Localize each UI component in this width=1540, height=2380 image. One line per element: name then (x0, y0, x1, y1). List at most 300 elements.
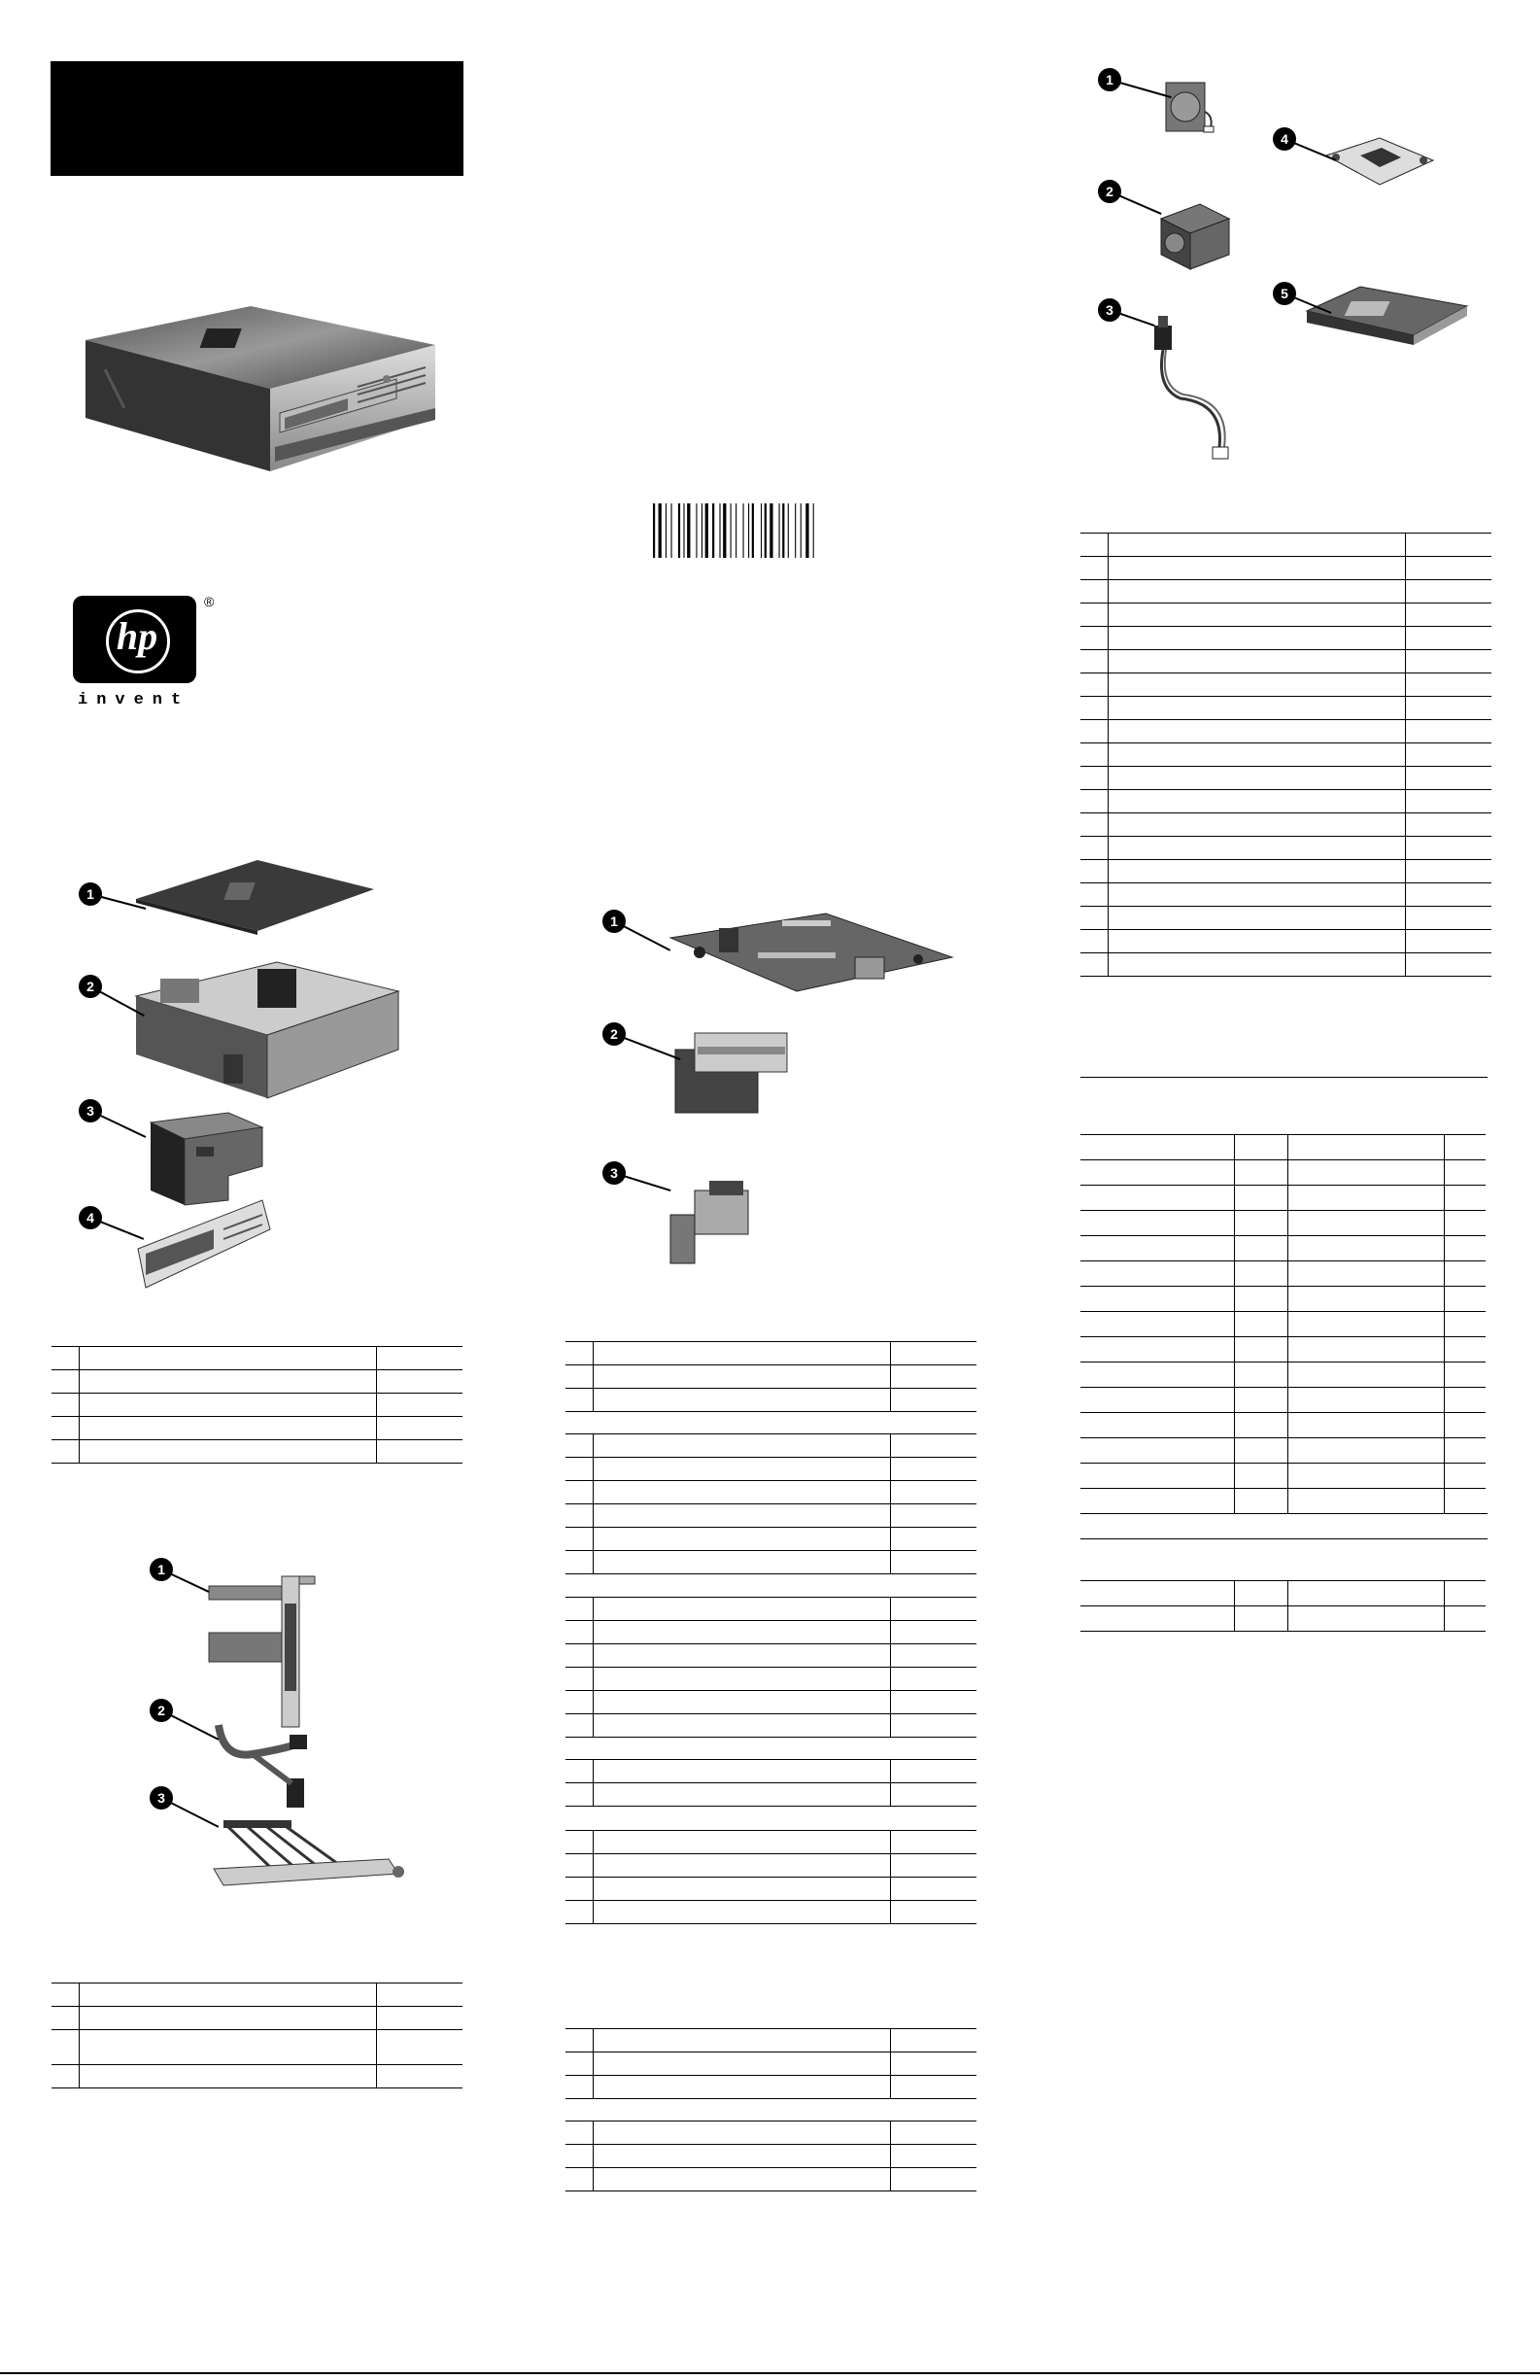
table-cell (1109, 883, 1406, 907)
table-cell (1080, 1362, 1235, 1388)
table-cell (1080, 1438, 1235, 1464)
callout-cards-1: 1 (150, 1558, 173, 1581)
table-cell (594, 1504, 891, 1528)
table-cell (594, 2076, 891, 2099)
title-block (51, 61, 463, 176)
table-cell (565, 1458, 594, 1481)
table-row (565, 1504, 976, 1528)
table-cell (594, 1644, 891, 1668)
table-cell (1080, 650, 1109, 673)
boards-parts-table-7 (565, 2121, 976, 2191)
table-cell (1235, 1581, 1288, 1606)
table-cell (1288, 1388, 1445, 1413)
table-cell (891, 1458, 977, 1481)
table-row (565, 1691, 976, 1714)
fan (1161, 73, 1229, 141)
table-cell (1080, 1160, 1235, 1186)
table-cell (51, 1347, 80, 1370)
table-cell (565, 1783, 594, 1807)
table-row (565, 1878, 976, 1901)
table-cell (565, 1342, 594, 1365)
table-cell (1445, 1236, 1487, 1261)
table-cell (1288, 1489, 1445, 1514)
table-cell (1080, 720, 1109, 743)
table-cell (1109, 813, 1406, 837)
table-cell (1235, 1413, 1288, 1438)
table-cell (51, 1394, 80, 1417)
table-cell (1445, 1287, 1487, 1312)
table-row (1080, 953, 1491, 977)
table-cell (377, 1347, 463, 1370)
cpu-retainer (1321, 136, 1438, 199)
table-row (1080, 1160, 1486, 1186)
table-row (1080, 697, 1491, 720)
table-cell (51, 2065, 80, 2088)
table-cell (1109, 860, 1406, 883)
table-cell (80, 1983, 377, 2007)
table-cell (565, 1434, 594, 1458)
table-cell (1235, 1362, 1288, 1388)
table-cell (1080, 673, 1109, 697)
table-row (51, 2030, 462, 2065)
table-row (1080, 1261, 1486, 1287)
table-row (51, 1394, 462, 1417)
table-cell (891, 1901, 977, 1924)
table-cell (1235, 1388, 1288, 1413)
table-row (1080, 720, 1491, 743)
table-cell (891, 1504, 977, 1528)
table-cell (377, 2030, 463, 2065)
table-row (565, 2052, 976, 2076)
table-row (1080, 1211, 1486, 1236)
table-cell (891, 1854, 977, 1878)
boards-parts-table-2 (565, 1433, 976, 1574)
table-cell (1080, 907, 1109, 930)
table-row (565, 1551, 976, 1574)
table-cell (891, 1831, 977, 1854)
table-cell (565, 1481, 594, 1504)
table-cell (51, 1440, 80, 1464)
table-cell (565, 1644, 594, 1668)
table-cell (80, 1347, 377, 1370)
callout-boards-1: 1 (602, 910, 626, 933)
barcode (653, 503, 852, 558)
table-cell (1080, 813, 1109, 837)
table-cell (891, 1691, 977, 1714)
table-cell (565, 1668, 594, 1691)
table-cell (1406, 534, 1492, 557)
heatsink (1151, 199, 1234, 275)
table-cell (565, 1551, 594, 1574)
table-cell (1406, 650, 1492, 673)
table-row (1080, 650, 1491, 673)
table-cell (1080, 883, 1109, 907)
table-cell (1080, 837, 1109, 860)
table-cell (1445, 1211, 1487, 1236)
callout-thermal-3: 3 (1098, 298, 1121, 322)
table-cell (565, 1878, 594, 1901)
table-row (1080, 604, 1491, 627)
table-cell (1288, 1362, 1445, 1388)
callout-cards-2: 2 (150, 1699, 173, 1722)
table-row (565, 1714, 976, 1738)
table-row (1080, 1135, 1486, 1160)
callout-thermal-4: 4 (1273, 127, 1296, 151)
table-cell (1109, 767, 1406, 790)
table-cell (1288, 1438, 1445, 1464)
table-cell (565, 2052, 594, 2076)
table-row (1080, 860, 1491, 883)
table-cell (1080, 930, 1109, 953)
table-cell (1445, 1362, 1487, 1388)
table-row (1080, 673, 1491, 697)
table-cell (1288, 1186, 1445, 1211)
chassis-cover (131, 855, 379, 935)
table-cell (377, 2007, 463, 2030)
table-cell (565, 1528, 594, 1551)
table-cell (1288, 1160, 1445, 1186)
table-cell (565, 1598, 594, 1621)
table-cell (1109, 673, 1406, 697)
table-cell (1109, 604, 1406, 627)
table-row (565, 1528, 976, 1551)
callout-chassis-2: 2 (79, 975, 102, 998)
table-row (1080, 1606, 1486, 1632)
table-row (51, 2065, 462, 2088)
callout-cards-3: 3 (150, 1786, 173, 1810)
table-cell (891, 1644, 977, 1668)
table-cell (1080, 1464, 1235, 1489)
table-cell (565, 2029, 594, 2052)
switch-cable (1146, 311, 1239, 466)
table-cell (1235, 1261, 1288, 1287)
table-cell (1445, 1261, 1487, 1287)
table-cell (1109, 907, 1406, 930)
table-cell (1109, 720, 1406, 743)
table-cell (1080, 1186, 1235, 1211)
table-row (1080, 837, 1491, 860)
table-cell (565, 1854, 594, 1878)
table-cell (891, 1481, 977, 1504)
table-cell (891, 1714, 977, 1738)
table-cell (1109, 837, 1406, 860)
table-row (565, 1901, 976, 1924)
table-cell (1288, 1464, 1445, 1489)
table-cell (594, 2052, 891, 2076)
chassis-frame (131, 957, 403, 1103)
table-cell (594, 1458, 891, 1481)
table-cell (1109, 743, 1406, 767)
table-row (565, 1434, 976, 1458)
parallel-card (199, 1574, 321, 1730)
table-cell (1235, 1211, 1288, 1236)
table-cell (1288, 1287, 1445, 1312)
table-cell (1406, 907, 1492, 930)
table-cell (1288, 1261, 1445, 1287)
table-cell (1080, 953, 1109, 977)
table-cell (565, 1389, 594, 1412)
table-cell (1445, 1312, 1487, 1337)
table-cell (1288, 1211, 1445, 1236)
table-cell (51, 1370, 80, 1394)
table-row (1080, 1581, 1486, 1606)
table-cell (594, 1668, 891, 1691)
table-cell (594, 1760, 891, 1783)
table-row (1080, 1186, 1486, 1211)
table-row (565, 1481, 976, 1504)
table-row (565, 1389, 976, 1412)
table-cell (1288, 1337, 1445, 1362)
table-cell (891, 2029, 977, 2052)
boards-parts-table-6 (565, 2028, 976, 2099)
table-cell (1406, 813, 1492, 837)
table-cell (1080, 1287, 1235, 1312)
table-cell (1235, 1489, 1288, 1514)
table-cell (891, 2145, 977, 2168)
table-cell (1080, 604, 1109, 627)
table-cell (1109, 534, 1406, 557)
table-cell (565, 1365, 594, 1389)
table-cell (1235, 1236, 1288, 1261)
table-cell (1080, 1489, 1235, 1514)
table-row (51, 1417, 462, 1440)
table-cell (1445, 1581, 1487, 1606)
table-cell (1080, 1388, 1235, 1413)
table-cell (594, 1901, 891, 1924)
table-cell (594, 1714, 891, 1738)
table-cell (1235, 1312, 1288, 1337)
callout-boards-3: 3 (602, 1161, 626, 1185)
section-rule (1080, 1538, 1488, 1539)
callout-thermal-2: 2 (1098, 180, 1121, 203)
callout-chassis-1: 1 (79, 882, 102, 906)
table-cell (80, 1417, 377, 1440)
table-cell (1109, 930, 1406, 953)
table-cell (1109, 953, 1406, 977)
table-cell (891, 1621, 977, 1644)
table-cell (1406, 580, 1492, 604)
table-cell (594, 1365, 891, 1389)
spec-table-2 (1080, 1580, 1486, 1632)
table-cell (1406, 883, 1492, 907)
table-cell (565, 1714, 594, 1738)
hp-logo (73, 594, 215, 712)
drive-tray (1302, 282, 1472, 350)
table-row (565, 1644, 976, 1668)
table-cell (594, 1342, 891, 1365)
table-cell (1080, 580, 1109, 604)
table-cell (565, 1901, 594, 1924)
table-cell (1406, 953, 1492, 977)
table-cell (1445, 1388, 1487, 1413)
table-row (565, 1668, 976, 1691)
callout-chassis-4: 4 (79, 1206, 102, 1229)
callout-thermal-1: 1 (1098, 68, 1121, 91)
table-cell (1080, 743, 1109, 767)
table-row (1080, 534, 1491, 557)
table-row (565, 2076, 976, 2099)
table-cell (80, 1440, 377, 1464)
table-cell (594, 1551, 891, 1574)
table-row (1080, 1438, 1486, 1464)
boards-parts-table-1 (565, 1341, 976, 1412)
table-cell (1288, 1312, 1445, 1337)
table-cell (594, 1528, 891, 1551)
chassis-parts-table (51, 1346, 462, 1464)
table-cell (1080, 1312, 1235, 1337)
boards-parts-table-4 (565, 1759, 976, 1807)
section-rule (1080, 1513, 1488, 1514)
section-rule (1080, 1077, 1488, 1078)
table-cell (80, 1370, 377, 1394)
table-row (1080, 767, 1491, 790)
table-cell (594, 1691, 891, 1714)
table-cell (565, 2168, 594, 2191)
table-cell (1288, 1606, 1445, 1632)
table-row (1080, 930, 1491, 953)
table-cell (1235, 1135, 1288, 1160)
table-cell (1445, 1135, 1487, 1160)
table-row (1080, 580, 1491, 604)
system-board (661, 909, 954, 996)
brand-tagline: invent (78, 691, 190, 709)
table-row (51, 1370, 462, 1394)
table-row (565, 2168, 976, 2191)
table-row (565, 1783, 976, 1807)
table-cell (565, 1621, 594, 1644)
table-cell (1080, 1581, 1235, 1606)
table-cell (565, 1760, 594, 1783)
table-cell (80, 2065, 377, 2088)
table-cell (594, 1621, 891, 1644)
table-cell (1080, 860, 1109, 883)
table-cell (594, 1598, 891, 1621)
table-cell (1080, 534, 1109, 557)
table-row (565, 2029, 976, 2052)
table-cell (1288, 1236, 1445, 1261)
table-row (1080, 1464, 1486, 1489)
table-cell (1406, 697, 1492, 720)
table-row (1080, 557, 1491, 580)
table-cell (594, 1831, 891, 1854)
table-cell (891, 2121, 977, 2145)
table-cell (80, 1394, 377, 1417)
table-cell (1235, 1186, 1288, 1211)
table-row (1080, 1312, 1486, 1337)
table-cell (891, 2168, 977, 2191)
table-row (1080, 907, 1491, 930)
table-cell (891, 1528, 977, 1551)
table-cell (377, 2065, 463, 2088)
table-cell (891, 1434, 977, 1458)
table-cell (594, 2168, 891, 2191)
spec-table-1 (1080, 1134, 1486, 1514)
table-row (1080, 1489, 1486, 1514)
table-row (1080, 790, 1491, 813)
callout-thermal-5: 5 (1273, 282, 1296, 305)
table-cell (594, 1481, 891, 1504)
table-cell (1080, 767, 1109, 790)
table-cell (377, 1440, 463, 1464)
table-cell (594, 2145, 891, 2168)
table-cell (51, 1983, 80, 2007)
table-cell (1288, 1581, 1445, 1606)
table-cell (1445, 1464, 1487, 1489)
table-row (565, 2145, 976, 2168)
table-row (1080, 743, 1491, 767)
table-cell (80, 2030, 377, 2065)
table-cell (594, 1389, 891, 1412)
table-cell (891, 1389, 977, 1412)
cable (214, 1720, 311, 1812)
table-cell (1109, 697, 1406, 720)
table-cell (1406, 720, 1492, 743)
table-cell (377, 1417, 463, 1440)
table-cell (1406, 557, 1492, 580)
table-cell (891, 1783, 977, 1807)
table-cell (891, 1878, 977, 1901)
table-cell (565, 2121, 594, 2145)
table-cell (891, 1760, 977, 1783)
table-cell (51, 2030, 80, 2065)
table-cell (594, 1434, 891, 1458)
table-cell (1445, 1337, 1487, 1362)
table-row (565, 1854, 976, 1878)
table-row (51, 1983, 462, 2007)
table-cell (565, 1504, 594, 1528)
table-cell (594, 1783, 891, 1807)
table-row (565, 1342, 976, 1365)
table-cell (891, 1598, 977, 1621)
table-cell (1235, 1160, 1288, 1186)
table-cell (594, 1854, 891, 1878)
table-cell (891, 1551, 977, 1574)
table-row (1080, 1362, 1486, 1388)
table-cell (1445, 1186, 1487, 1211)
table-cell (1080, 1606, 1235, 1632)
table-row (1080, 1413, 1486, 1438)
table-row (51, 1440, 462, 1464)
table-cell (1080, 1337, 1235, 1362)
table-cell (891, 1668, 977, 1691)
table-cell (565, 1691, 594, 1714)
table-cell (1288, 1413, 1445, 1438)
table-cell (1445, 1160, 1487, 1186)
table-cell (377, 1394, 463, 1417)
riser-card (670, 1025, 792, 1118)
computer-illustration (66, 301, 439, 476)
table-cell (377, 1370, 463, 1394)
table-cell (594, 2029, 891, 2052)
table-cell (891, 2052, 977, 2076)
table-cell (1406, 930, 1492, 953)
table-cell (594, 2121, 891, 2145)
table-cell (1080, 1236, 1235, 1261)
table-cell (1406, 837, 1492, 860)
table-cell (1445, 1438, 1487, 1464)
hp-logo-text: hp (116, 614, 158, 658)
table-cell (1406, 860, 1492, 883)
table-row (565, 2121, 976, 2145)
table-cell (1445, 1606, 1487, 1632)
table-cell (1235, 1438, 1288, 1464)
table-cell (1109, 557, 1406, 580)
table-cell (1080, 557, 1109, 580)
table-cell (51, 2007, 80, 2030)
table-row (565, 1458, 976, 1481)
table-row (565, 1598, 976, 1621)
table-cell (1406, 743, 1492, 767)
